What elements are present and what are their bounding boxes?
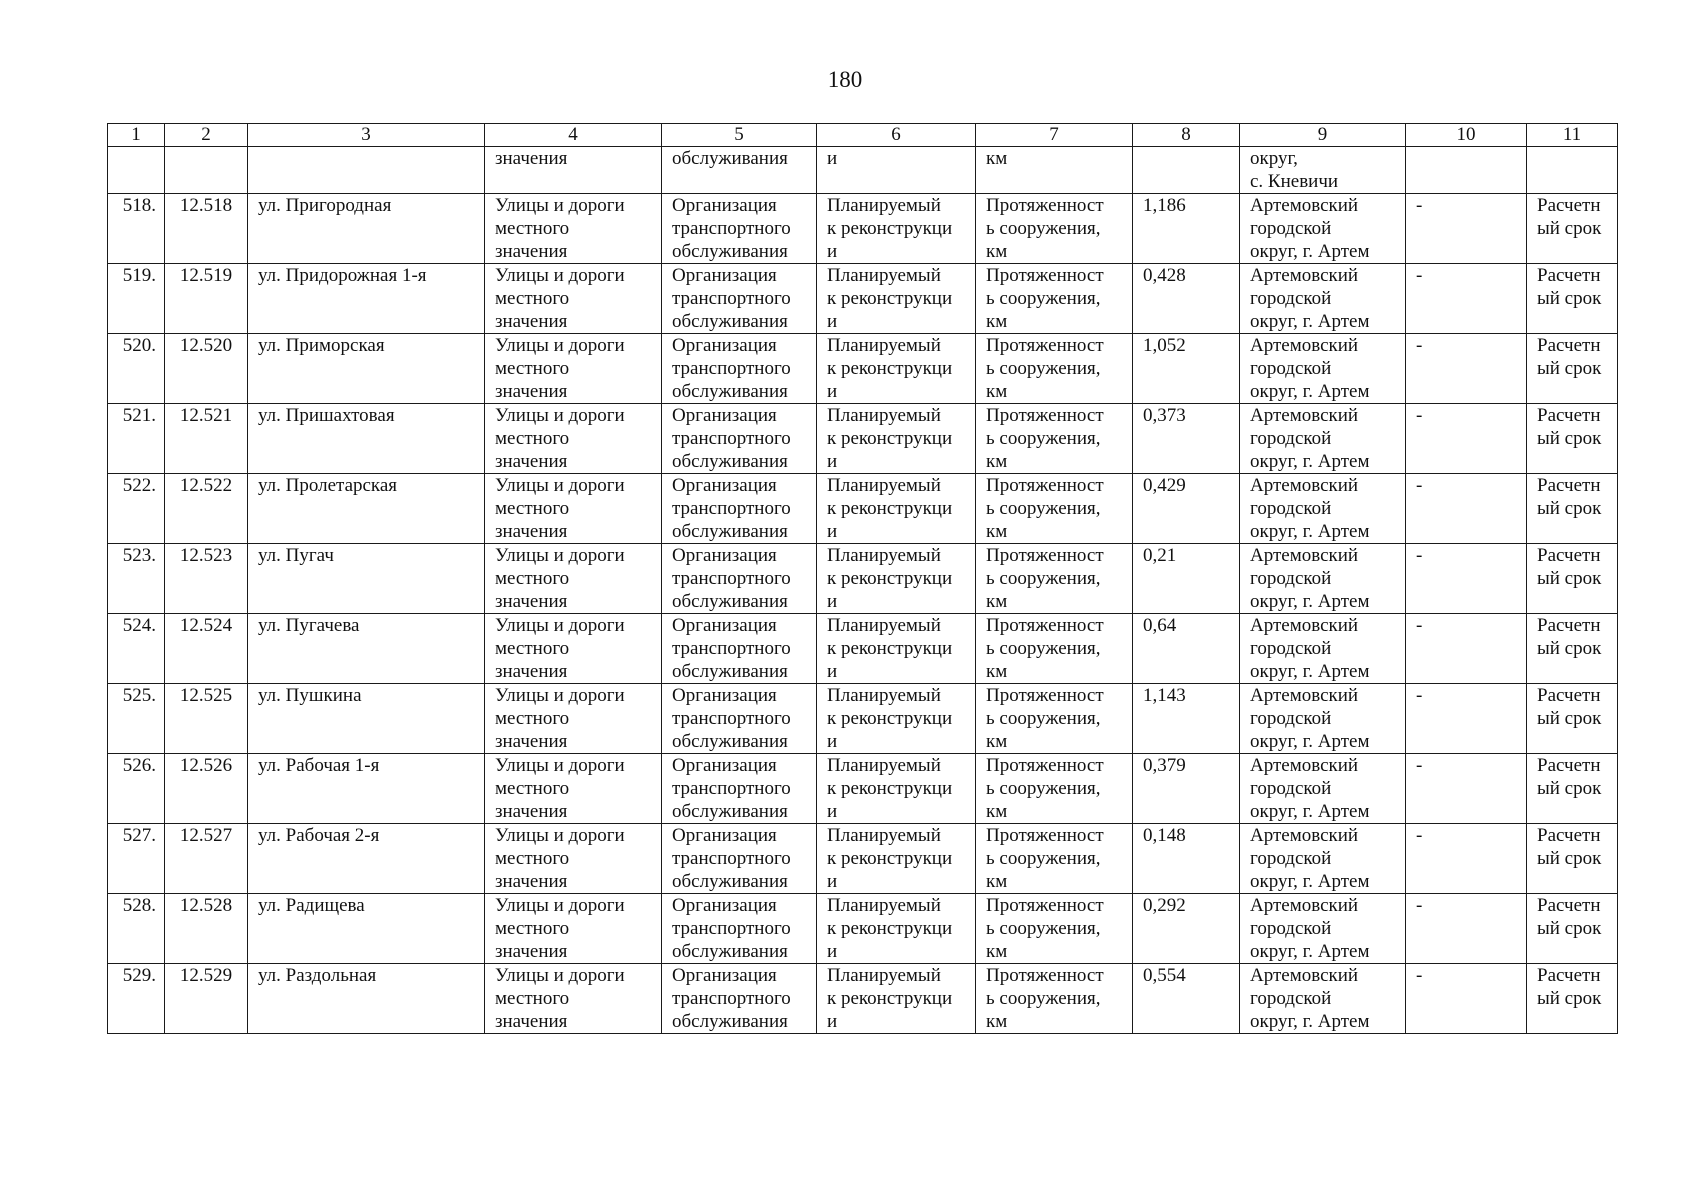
- table-cell: Планируемый к реконструкци и: [817, 894, 976, 964]
- table-cell: Расчетн ый срок: [1527, 894, 1618, 964]
- table-cell: [1133, 147, 1240, 194]
- page-number: 180: [827, 67, 863, 92]
- table-cell: Расчетн ый срок: [1527, 264, 1618, 334]
- table-cell: округ, с. Кневичи: [1240, 147, 1406, 194]
- table-cell: Протяженност ь сооружения, км: [976, 614, 1133, 684]
- table-cell: 12.529: [165, 964, 248, 1034]
- table-row: [108, 334, 1618, 404]
- table-cell: 526.: [108, 754, 165, 824]
- table-cell: Улицы и дороги местного значения: [485, 334, 662, 404]
- table-cell: -: [1406, 474, 1527, 544]
- table-cell: [108, 147, 165, 194]
- table-cell: Организация транспортного обслуживания: [662, 894, 817, 964]
- table-cell: Протяженност ь сооружения, км: [976, 544, 1133, 614]
- column-header: 2: [165, 124, 248, 147]
- table-cell: Расчетн ый срок: [1527, 474, 1618, 544]
- table-cell: [248, 147, 485, 194]
- table-cell: ул. Пугач: [248, 544, 485, 614]
- table-cell: 0,429: [1133, 474, 1240, 544]
- table-cell: Улицы и дороги местного значения: [485, 614, 662, 684]
- table-cell: Улицы и дороги местного значения: [485, 964, 662, 1034]
- column-header: 4: [485, 124, 662, 147]
- table-cell: Артемовский городской округ, г. Артем: [1240, 544, 1406, 614]
- table-cell: 0,379: [1133, 754, 1240, 824]
- column-header: 10: [1406, 124, 1527, 147]
- table-cell: Планируемый к реконструкци и: [817, 544, 976, 614]
- table-cell: 521.: [108, 404, 165, 474]
- column-header: 9: [1240, 124, 1406, 147]
- column-header: 11: [1527, 124, 1618, 147]
- table-cell: Расчетн ый срок: [1527, 544, 1618, 614]
- continued-row: [108, 147, 1618, 194]
- table-cell: обслуживания: [662, 147, 817, 194]
- table-cell: значения: [485, 147, 662, 194]
- table-cell: Организация транспортного обслуживания: [662, 964, 817, 1034]
- table-cell: Планируемый к реконструкци и: [817, 194, 976, 264]
- table-cell: 525.: [108, 684, 165, 754]
- table-cell: Расчетн ый срок: [1527, 824, 1618, 894]
- table-row: [108, 194, 1618, 264]
- table-cell: 0,148: [1133, 824, 1240, 894]
- column-header: 3: [248, 124, 485, 147]
- table-cell: Организация транспортного обслуживания: [662, 264, 817, 334]
- table-cell: Артемовский городской округ, г. Артем: [1240, 684, 1406, 754]
- table-row: [108, 684, 1618, 754]
- table-cell: -: [1406, 544, 1527, 614]
- table-cell: Организация транспортного обслуживания: [662, 194, 817, 264]
- table-cell: Артемовский городской округ, г. Артем: [1240, 474, 1406, 544]
- table-cell: 524.: [108, 614, 165, 684]
- objects-table: [107, 123, 1618, 1034]
- table-cell: 0,428: [1133, 264, 1240, 334]
- table-cell: Планируемый к реконструкци и: [817, 264, 976, 334]
- column-header: 7: [976, 124, 1133, 147]
- column-header: 8: [1133, 124, 1240, 147]
- table-cell: 528.: [108, 894, 165, 964]
- table-cell: Организация транспортного обслуживания: [662, 544, 817, 614]
- table-row: [108, 614, 1618, 684]
- table-cell: Расчетн ый срок: [1527, 684, 1618, 754]
- table-cell: 523.: [108, 544, 165, 614]
- table-cell: Артемовский городской округ, г. Артем: [1240, 824, 1406, 894]
- table-cell: -: [1406, 824, 1527, 894]
- table-cell: ул. Пролетарская: [248, 474, 485, 544]
- table-cell: 0,64: [1133, 614, 1240, 684]
- table-cell: 12.522: [165, 474, 248, 544]
- table-cell: Протяженност ь сооружения, км: [976, 334, 1133, 404]
- table-cell: 529.: [108, 964, 165, 1034]
- table-cell: ул. Рабочая 2-я: [248, 824, 485, 894]
- table-cell: Расчетн ый срок: [1527, 194, 1618, 264]
- table-cell: [165, 147, 248, 194]
- table-cell: Протяженност ь сооружения, км: [976, 404, 1133, 474]
- table-cell: Артемовский городской округ, г. Артем: [1240, 404, 1406, 474]
- table-cell: Организация транспортного обслуживания: [662, 614, 817, 684]
- table-cell: ул. Радищева: [248, 894, 485, 964]
- table-cell: Расчетн ый срок: [1527, 754, 1618, 824]
- table-cell: Расчетн ый срок: [1527, 404, 1618, 474]
- table-cell: ул. Пришахтовая: [248, 404, 485, 474]
- table-cell: ул. Раздольная: [248, 964, 485, 1034]
- table-cell: Протяженност ь сооружения, км: [976, 824, 1133, 894]
- table-cell: Планируемый к реконструкци и: [817, 614, 976, 684]
- table-cell: Артемовский городской округ, г. Артем: [1240, 754, 1406, 824]
- table-cell: Расчетн ый срок: [1527, 614, 1618, 684]
- table-cell: 12.526: [165, 754, 248, 824]
- table-cell: Улицы и дороги местного значения: [485, 824, 662, 894]
- table-cell: ул. Пригородная: [248, 194, 485, 264]
- table-cell: 519.: [108, 264, 165, 334]
- table-cell: Протяженност ь сооружения, км: [976, 684, 1133, 754]
- column-header: 1: [108, 124, 165, 147]
- table-cell: Артемовский городской округ, г. Артем: [1240, 264, 1406, 334]
- table-cell: 12.519: [165, 264, 248, 334]
- table-cell: Организация транспортного обслуживания: [662, 334, 817, 404]
- table-row: [108, 754, 1618, 824]
- table-cell: Артемовский городской округ, г. Артем: [1240, 964, 1406, 1034]
- table-row: [108, 894, 1618, 964]
- table-cell: 0,21: [1133, 544, 1240, 614]
- table-cell: -: [1406, 964, 1527, 1034]
- table-cell: Планируемый к реконструкци и: [817, 334, 976, 404]
- table-cell: Организация транспортного обслуживания: [662, 474, 817, 544]
- table-cell: 518.: [108, 194, 165, 264]
- column-header: 6: [817, 124, 976, 147]
- table-cell: 522.: [108, 474, 165, 544]
- table-cell: Улицы и дороги местного значения: [485, 684, 662, 754]
- table-cell: и: [817, 147, 976, 194]
- table-cell: Организация транспортного обслуживания: [662, 824, 817, 894]
- table-cell: 1,143: [1133, 684, 1240, 754]
- table-cell: Артемовский городской округ, г. Артем: [1240, 334, 1406, 404]
- table-cell: ул. Пушкина: [248, 684, 485, 754]
- table-cell: ул. Рабочая 1-я: [248, 754, 485, 824]
- table-cell: Протяженност ь сооружения, км: [976, 754, 1133, 824]
- table-cell: Протяженност ь сооружения, км: [976, 194, 1133, 264]
- column-header: 5: [662, 124, 817, 147]
- table-cell: Планируемый к реконструкци и: [817, 824, 976, 894]
- table-cell: 12.523: [165, 544, 248, 614]
- table-cell: 527.: [108, 824, 165, 894]
- table-cell: Протяженност ь сооружения, км: [976, 964, 1133, 1034]
- table-cell: 1,186: [1133, 194, 1240, 264]
- table-cell: Улицы и дороги местного значения: [485, 544, 662, 614]
- table-row: [108, 474, 1618, 544]
- table-row: [108, 404, 1618, 474]
- table-cell: Улицы и дороги местного значения: [485, 404, 662, 474]
- table-cell: -: [1406, 754, 1527, 824]
- table-cell: [1406, 147, 1527, 194]
- table-row: [108, 964, 1618, 1034]
- table-cell: Улицы и дороги местного значения: [485, 264, 662, 334]
- table-cell: -: [1406, 894, 1527, 964]
- table-cell: Протяженност ь сооружения, км: [976, 474, 1133, 544]
- table-cell: -: [1406, 404, 1527, 474]
- table-cell: 12.521: [165, 404, 248, 474]
- table-cell: ул. Приморская: [248, 334, 485, 404]
- table-cell: км: [976, 147, 1133, 194]
- table-cell: Расчетн ый срок: [1527, 334, 1618, 404]
- table-cell: Организация транспортного обслуживания: [662, 404, 817, 474]
- table-cell: -: [1406, 194, 1527, 264]
- table-cell: Планируемый к реконструкци и: [817, 684, 976, 754]
- table-cell: 12.527: [165, 824, 248, 894]
- table-cell: 520.: [108, 334, 165, 404]
- table-header-row: [108, 124, 1618, 147]
- table-cell: 12.518: [165, 194, 248, 264]
- table-cell: -: [1406, 264, 1527, 334]
- table-cell: ул. Пугачева: [248, 614, 485, 684]
- table-row: [108, 264, 1618, 334]
- table-cell: Протяженност ь сооружения, км: [976, 264, 1133, 334]
- table-cell: 12.520: [165, 334, 248, 404]
- table-row: [108, 824, 1618, 894]
- table-cell: 1,052: [1133, 334, 1240, 404]
- table-cell: -: [1406, 614, 1527, 684]
- table-cell: Планируемый к реконструкци и: [817, 754, 976, 824]
- table-cell: Планируемый к реконструкци и: [817, 404, 976, 474]
- table-cell: Организация транспортного обслуживания: [662, 684, 817, 754]
- table-cell: Планируемый к реконструкци и: [817, 964, 976, 1034]
- table-cell: Артемовский городской округ, г. Артем: [1240, 894, 1406, 964]
- table-cell: Улицы и дороги местного значения: [485, 754, 662, 824]
- table-cell: -: [1406, 334, 1527, 404]
- table-cell: Планируемый к реконструкци и: [817, 474, 976, 544]
- table-cell: Организация транспортного обслуживания: [662, 754, 817, 824]
- table-cell: Улицы и дороги местного значения: [485, 894, 662, 964]
- table-cell: 12.528: [165, 894, 248, 964]
- table-cell: Артемовский городской округ, г. Артем: [1240, 194, 1406, 264]
- table-cell: 0,292: [1133, 894, 1240, 964]
- table-cell: Артемовский городской округ, г. Артем: [1240, 614, 1406, 684]
- table-cell: 12.525: [165, 684, 248, 754]
- table-cell: 12.524: [165, 614, 248, 684]
- table-cell: [1527, 147, 1618, 194]
- table-cell: 0,373: [1133, 404, 1240, 474]
- table-cell: ул. Придорожная 1-я: [248, 264, 485, 334]
- table-cell: Улицы и дороги местного значения: [485, 194, 662, 264]
- table-cell: -: [1406, 684, 1527, 754]
- table-cell: Протяженност ь сооружения, км: [976, 894, 1133, 964]
- table-cell: 0,554: [1133, 964, 1240, 1034]
- table-cell: Улицы и дороги местного значения: [485, 474, 662, 544]
- table-row: [108, 544, 1618, 614]
- table-cell: Расчетн ый срок: [1527, 964, 1618, 1034]
